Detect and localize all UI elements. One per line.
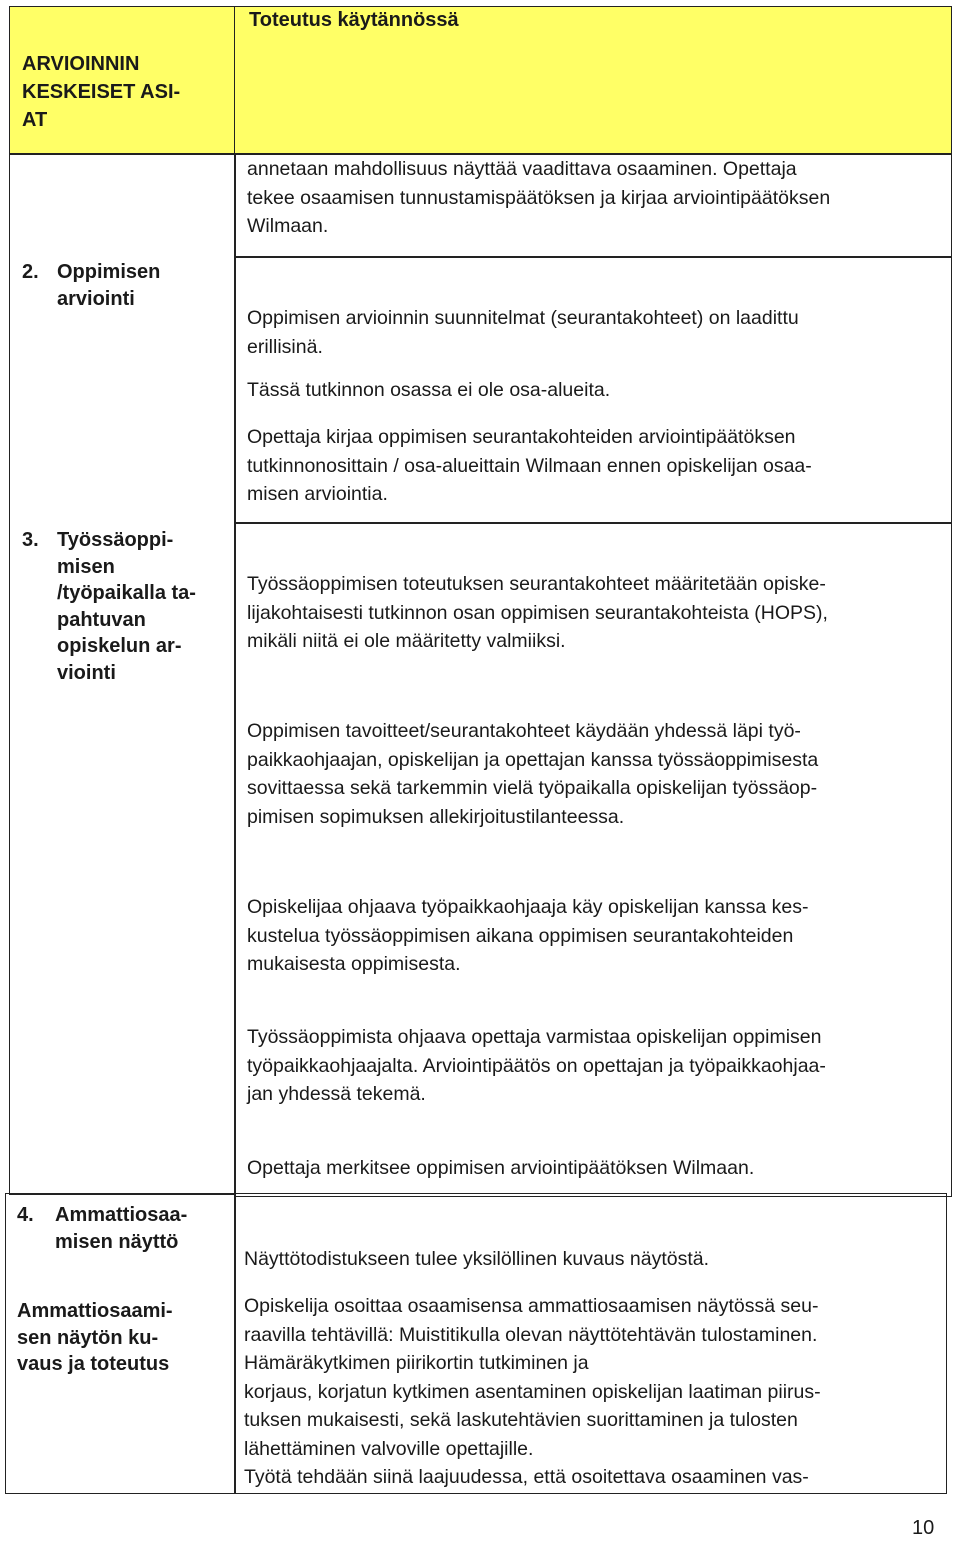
header-right-title: Toteutus käytännössä — [249, 9, 459, 31]
section4-number: 4. — [17, 1204, 34, 1226]
section2-paragraph-2: Tässä tutkinnon osassa ei ole osa-alueita. — [247, 379, 611, 401]
section3-paragraph-5: Opettaja merkitsee oppimisen arviointipäätöksen Wilmaan. — [247, 1157, 755, 1179]
section4-paragraph-2: Opiskelija osoittaa osaamisensa ammattiosaamisen näytössä seu- raavilla tehtävillä: Muistitikulla olevan näyttötehtävän tulostaminen. Hämäräkytkimen piirikortin tutkiminen ja korjaus, korjatun kytkimen asentaminen opiskelijan laatiman piirus- tuksen mukaisesti, sekä laskutehtävien suorittaminen ja tulosten lähettäminen valvoville opettajille. Työtä tehdään siinä laajuudessa, että osoitettava osaaminen vas- — [244, 1295, 821, 1488]
section2-paragraph-3: Opettaja kirjaa oppimisen seurantakohteiden arviointipäätöksen tutkinnonosittain / osa-alueittain Wilmaan ennen opiskelijan osaa- misen arviointia. — [247, 426, 812, 505]
section3-number: 3. — [22, 529, 39, 551]
section4-sublabel: Ammattiosaami- sen näytön ku- vaus ja toteutus — [17, 1300, 173, 1375]
section2-paragraph-1: Oppimisen arvioinnin suunnitelmat (seurantakohteet) on laadittu erillisinä. — [247, 307, 799, 358]
section4-paragraph-1: Näyttötodistukseen tulee yksilöllinen kuvaus näytöstä. — [244, 1248, 710, 1270]
section3-paragraph-2: Oppimisen tavoitteet/seurantakohteet käydään yhdessä läpi työ- paikkaohjaajan, opiskelijan ja opettajan kanssa työssäoppimisesta sovittaessa sekä tarkemmin vielä työpaikalla opiskelijan työssäop- pimisen sopimuksen allekirjoitustilanteessa. — [247, 720, 819, 828]
header-left-title: ARVIOINNIN KESKEISET ASI- AT — [22, 53, 181, 131]
page-number: 10 — [912, 1517, 935, 1539]
section2-number: 2. — [22, 261, 39, 283]
section1-paragraph: annetaan mahdollisuus näyttää vaadittava osaaminen. Opettaja tekee osaamisen tunnustamispäätöksen ja kirjaa arviointipäätöksen Wilmaan. — [247, 158, 831, 237]
section3-label: Työssäoppi- misen /työpaikalla ta- pahtuvan opiskelun ar- viointi — [57, 529, 196, 684]
section2-label: Oppimisen arviointi — [57, 261, 161, 310]
section3-paragraph-1: Työssäoppimisen toteutuksen seurantakohteet määritetään opiske- lijakohtaisesti tutkinnon osan oppimisen seurantakohteista (HOPS), mikäli niitä ei ole määritetty valmiiksi. — [247, 573, 828, 652]
section3-paragraph-4: Työssäoppimista ohjaava opettaja varmistaa opiskelijan oppimisen työpaikkaohjaajalta. Arviointipäätös on opettajan ja työpaikkaohjaa- jan yhdessä tekemä. — [247, 1026, 826, 1105]
section4-label: Ammattiosaa- misen näyttö — [55, 1204, 188, 1253]
section3-paragraph-3: Opiskelijaa ohjaava työpaikkaohjaaja käy opiskelijan kanssa kes- kustelua työssäoppimisen aikana oppimisen seurantakohteiden mukaisesta oppimisesta. — [247, 896, 809, 975]
